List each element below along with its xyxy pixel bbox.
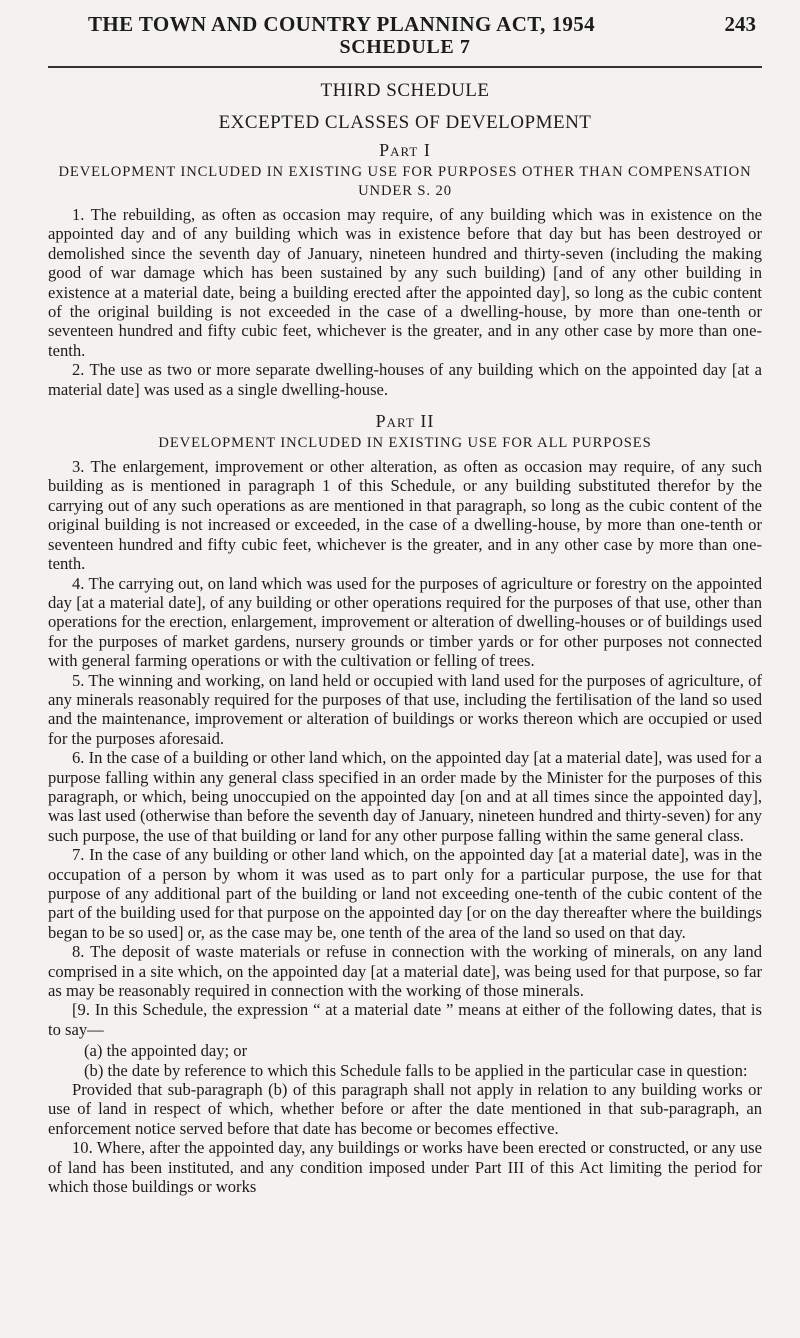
list-item-a: (a) the appointed day; or bbox=[84, 1041, 248, 1061]
header-rule bbox=[48, 66, 762, 68]
paragraph-9: [9. In this Schedule, the expression “ at a material date ” means at either of the following dates, that is to say— bbox=[48, 1000, 762, 1039]
paragraph-8: 8. The deposit of waste materials or refuse in connection with the working of minerals, on any land comprised in a site which, on the appointed day [at a material date], was being used for that purpose, so far as may be reasonably required in connection with the working of those minerals. bbox=[48, 942, 762, 1001]
paragraph-2: 2. The use as two or more separate dwelling-houses of any building which on the appointed day [at a material date] was used as a single dwelling-house. bbox=[48, 360, 762, 399]
paragraph-3: 3. The enlargement, improvement or other alteration, as often as occasion may require, of any such building as is mentioned in paragraph 1 of this Schedule, or any building substituted therefor by the carrying out of any such operations as are mentioned in that paragraph, so long as the cubic content of the original building is not increased or exceeded, in the case of a dwelling-house, by more than one-tenth or seventeen hundred and fifty cubic feet, whichever is the greater, and in any other case by more than one-tenth. bbox=[48, 457, 762, 574]
schedule-subtitle: EXCEPTED CLASSES OF DEVELOPMENT bbox=[218, 112, 592, 133]
paragraph-7: 7. In the case of any building or other land which, on the appointed day [at a material date], was in the occupation of a person by whom it was used as to part only for a particular purpose, the use for that purpose of any additional part of the building or land not exceeding one-tenth of the cubic content of the part of the building used for that purpose on the appointed day [or on the day thereafter where the buildings began to be so used] or, as the case may be, one tenth of the area of the land so used on that day. bbox=[48, 845, 762, 942]
part-1-description: DEVELOPMENT INCLUDED IN EXISTING USE FOR PURPOSES OTHER THAN COMPENSATION UNDER S. 20 bbox=[58, 164, 752, 199]
paragraph-10: 10. Where, after the appointed day, any buildings or works have been erected or constructed, or any use of land has been instituted, and any condition imposed under Part III of this Act limiting the period for which those buildings or works bbox=[48, 1138, 762, 1197]
part-2-heading: Part II bbox=[375, 411, 435, 432]
list-item-b: (b) the date by reference to which this Schedule falls to be applied in the particular case in question: bbox=[84, 1060, 748, 1080]
paragraph-5: 5. The winning and working, on land held or occupied with land used for the purposes of agriculture, of any minerals reasonably required for the purposes of that use, including the fertilisation of the land so used and the maintenance, improvement or alteration of buildings or works thereon which are occupied or used for the purposes aforesaid. bbox=[48, 670, 762, 748]
proviso-paragraph: Provided that sub-paragraph (b) of this paragraph shall not apply in relation to any building works or use of land in respect of which, whether before or after the date mentioned in that sub-paragraph, an enforcement notice served before that date has become or becomes effective. bbox=[48, 1080, 762, 1138]
page-number: 243 bbox=[724, 12, 756, 36]
schedule-label: SCHEDULE 7 bbox=[339, 36, 471, 58]
part-2-description: DEVELOPMENT INCLUDED IN EXISTING USE FOR ALL PURPOSES bbox=[158, 435, 652, 452]
running-header bbox=[48, 12, 762, 64]
part-1-heading: Part I bbox=[379, 140, 431, 160]
paragraph-4: 4. The carrying out, on land which was used for the purposes of agriculture or forestry on the appointed day [at a material date], of any building or other operations required for the purposes of that use, other than operations for the erection, enlargement, improvement or alteration of dwelling-houses or of buildings used for the purposes of market gardens, nursery grounds or timber yards or for other purposes not connected with general farming operations or with the cultivation or felling of trees. bbox=[48, 573, 762, 671]
paragraph-6: 6. In the case of a building or other land which, on the appointed day [at a material date], was used for a purpose falling within any general class specified in an order made by the Minister for the purposes of this paragraph, or which, being unoccupied on the appointed day [on and at all times since the appointed day], was last used (otherwise than before the seventh day of January, nineteen hundred and thirty-seven) for any such purpose, the use of that building or land for any other purpose falling within the same general class. bbox=[48, 748, 762, 845]
paragraph-1: 1. The rebuilding, as often as occasion may require, of any building which was in existence on the appointed day and of any building which was in existence before that day but has been destroyed or demolished since the seventh day of January, nineteen hundred and thirty-seven (including the making good of war damage which has been sustained by any such building) [and of any other building in existence at a material date, being a building erected after the appointed day], so long as the cubic content of the original building is not exceeded in the case of a dwelling-house, by more than one-tenth or seventeen hundred and fifty cubic feet, whichever is the greater, and in any other case by more than one-tenth. bbox=[48, 205, 762, 360]
act-title: THE TOWN AND COUNTRY PLANNING ACT, 1954 bbox=[88, 12, 596, 36]
schedule-title: THIRD SCHEDULE bbox=[320, 80, 490, 101]
